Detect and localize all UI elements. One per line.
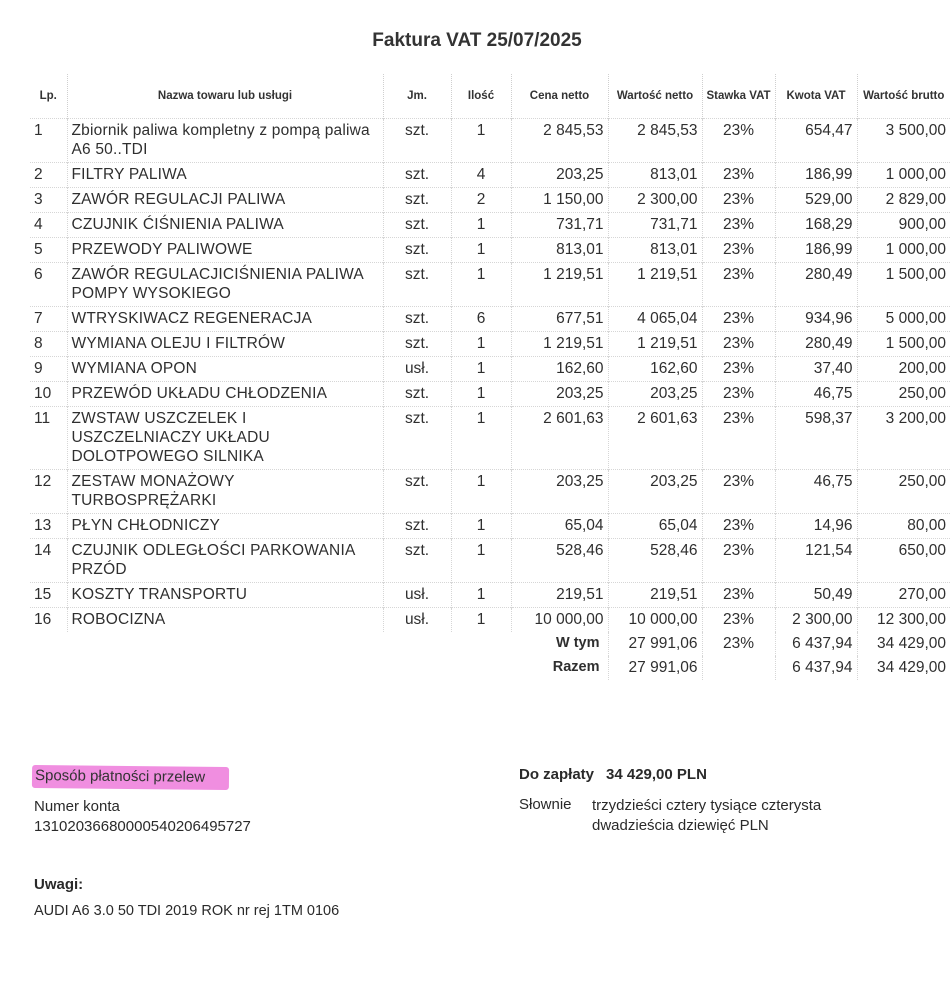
amount-in-words-value: trzydzieści cztery tysiące czterysta dwadzieścia dziewięć PLN bbox=[592, 797, 822, 834]
cell-net-value: 2 601,63 bbox=[608, 407, 702, 470]
cell-quantity: 1 bbox=[451, 583, 511, 608]
cell-vat-rate: 23% bbox=[702, 307, 775, 332]
cell-gross-value: 200,00 bbox=[857, 357, 950, 382]
cell-item-name: WYMIANA OPON bbox=[67, 357, 383, 382]
cell-lp: 10 bbox=[30, 382, 67, 407]
cell-net-value: 162,60 bbox=[608, 357, 702, 382]
notes-text: AUDI A6 3.0 50 TDI 2019 ROK nr rej 1TM 0106 bbox=[34, 903, 340, 919]
cell-unit: szt. bbox=[383, 119, 451, 163]
cell-net-value: 203,25 bbox=[608, 470, 702, 514]
table-row bbox=[30, 583, 950, 608]
amount-in-words-label: Słownie bbox=[519, 796, 572, 813]
cell-item-name: WTRYSKIWACZ REGENERACJA bbox=[67, 307, 383, 332]
cell-vat-amount: 46,75 bbox=[775, 382, 857, 407]
cell-unit-net-price: 1 219,51 bbox=[511, 332, 608, 357]
cell-unit-net-price: 2 845,53 bbox=[511, 119, 608, 163]
header-unit-net: Cena netto bbox=[511, 74, 608, 119]
cell-net-value: 2 845,53 bbox=[608, 119, 702, 163]
cell-net-value: 528,46 bbox=[608, 539, 702, 583]
cell-unit: szt. bbox=[383, 238, 451, 263]
table-row bbox=[30, 608, 950, 633]
table-row bbox=[30, 539, 950, 583]
cell-item-name: ZAWÓR REGULACJICIŚNIENIA PALIWA POMPY WYSOKIEGO bbox=[67, 263, 383, 307]
header-qty: Ilość bbox=[451, 74, 511, 119]
amount-due bbox=[519, 766, 707, 783]
cell-lp: 5 bbox=[30, 238, 67, 263]
cell-vat-amount: 2 300,00 bbox=[775, 608, 857, 633]
cell-unit: szt. bbox=[383, 382, 451, 407]
cell-item-name: CZUJNIK ĆIŚNIENIA PALIWA bbox=[67, 213, 383, 238]
cell-item-name: ZWSTAW USZCZELEK I USZCZELNIACZY UKŁADU DOLOTPOWEGO SILNIKA bbox=[67, 407, 383, 470]
subtotal-row-w-tym bbox=[30, 632, 950, 656]
cell-unit: szt. bbox=[383, 263, 451, 307]
cell-quantity: 1 bbox=[451, 238, 511, 263]
cell-net-value: 813,01 bbox=[608, 163, 702, 188]
header-net-value: Wartość netto bbox=[608, 74, 702, 119]
cell-unit-net-price: 813,01 bbox=[511, 238, 608, 263]
cell-net-value: 219,51 bbox=[608, 583, 702, 608]
razem-label: Razem bbox=[30, 656, 608, 680]
cell-unit-net-price: 1 219,51 bbox=[511, 263, 608, 307]
table-row bbox=[30, 163, 950, 188]
table-row bbox=[30, 357, 950, 382]
cell-gross-value: 250,00 bbox=[857, 470, 950, 514]
cell-quantity: 6 bbox=[451, 307, 511, 332]
cell-gross-value: 2 829,00 bbox=[857, 188, 950, 213]
cell-net-value: 65,04 bbox=[608, 514, 702, 539]
header-lp: Lp. bbox=[30, 74, 67, 119]
w-tym-label: W tym bbox=[30, 632, 608, 656]
cell-unit-net-price: 2 601,63 bbox=[511, 407, 608, 470]
cell-net-value: 813,01 bbox=[608, 238, 702, 263]
table-row bbox=[30, 332, 950, 357]
cell-gross-value: 270,00 bbox=[857, 583, 950, 608]
cell-vat-rate: 23% bbox=[702, 213, 775, 238]
cell-net-value: 731,71 bbox=[608, 213, 702, 238]
cell-unit: szt. bbox=[383, 332, 451, 357]
total-row-razem bbox=[30, 656, 950, 680]
table-row bbox=[30, 382, 950, 407]
cell-vat-rate: 23% bbox=[702, 238, 775, 263]
cell-net-value: 1 219,51 bbox=[608, 332, 702, 357]
invoice-title: Faktura VAT 25/07/2025 bbox=[372, 30, 582, 51]
cell-unit-net-price: 162,60 bbox=[511, 357, 608, 382]
cell-vat-rate: 23% bbox=[702, 608, 775, 633]
amount-due-label: Do zapłaty bbox=[519, 766, 595, 783]
cell-quantity: 1 bbox=[451, 407, 511, 470]
cell-lp: 15 bbox=[30, 583, 67, 608]
cell-lp: 11 bbox=[30, 407, 67, 470]
cell-item-name: Zbiornik paliwa kompletny z pompą paliwa A6 50..TDI bbox=[67, 119, 383, 163]
w-tym-rate: 23% bbox=[702, 632, 775, 656]
cell-unit-net-price: 1 150,00 bbox=[511, 188, 608, 213]
cell-vat-rate: 23% bbox=[702, 332, 775, 357]
cell-unit: szt. bbox=[383, 307, 451, 332]
cell-vat-rate: 23% bbox=[702, 583, 775, 608]
table-row bbox=[30, 407, 950, 470]
cell-unit: usł. bbox=[383, 357, 451, 382]
cell-gross-value: 12 300,00 bbox=[857, 608, 950, 633]
cell-vat-rate: 23% bbox=[702, 539, 775, 583]
cell-vat-amount: 50,49 bbox=[775, 583, 857, 608]
cell-unit: szt. bbox=[383, 514, 451, 539]
cell-vat-amount: 654,47 bbox=[775, 119, 857, 163]
table-header-row bbox=[30, 74, 950, 119]
cell-vat-rate: 23% bbox=[702, 470, 775, 514]
cell-unit-net-price: 10 000,00 bbox=[511, 608, 608, 633]
cell-unit: szt. bbox=[383, 213, 451, 238]
cell-item-name: ROBOCIZNA bbox=[67, 608, 383, 633]
cell-quantity: 1 bbox=[451, 514, 511, 539]
cell-quantity: 2 bbox=[451, 188, 511, 213]
cell-quantity: 1 bbox=[451, 357, 511, 382]
cell-vat-rate: 23% bbox=[702, 188, 775, 213]
cell-vat-amount: 37,40 bbox=[775, 357, 857, 382]
cell-gross-value: 5 000,00 bbox=[857, 307, 950, 332]
header-vat-amount: Kwota VAT bbox=[775, 74, 857, 119]
cell-unit-net-price: 677,51 bbox=[511, 307, 608, 332]
cell-vat-amount: 121,54 bbox=[775, 539, 857, 583]
cell-vat-amount: 934,96 bbox=[775, 307, 857, 332]
header-unit: Jm. bbox=[383, 74, 451, 119]
w-tym-net: 27 991,06 bbox=[608, 632, 702, 656]
cell-unit: szt. bbox=[383, 407, 451, 470]
cell-lp: 14 bbox=[30, 539, 67, 583]
cell-gross-value: 650,00 bbox=[857, 539, 950, 583]
cell-gross-value: 900,00 bbox=[857, 213, 950, 238]
cell-vat-amount: 168,29 bbox=[775, 213, 857, 238]
cell-unit: szt. bbox=[383, 470, 451, 514]
cell-vat-amount: 14,96 bbox=[775, 514, 857, 539]
razem-rate bbox=[702, 656, 775, 680]
header-vat-rate: Stawka VAT bbox=[702, 74, 775, 119]
cell-quantity: 1 bbox=[451, 539, 511, 583]
w-tym-gross: 34 429,00 bbox=[877, 635, 946, 652]
razem-vat: 6 437,94 bbox=[775, 656, 857, 680]
cell-item-name: PRZEWODY PALIWOWE bbox=[67, 238, 383, 263]
cell-item-name: PRZEWÓD UKŁADU CHŁODZENIA bbox=[67, 382, 383, 407]
cell-unit-net-price: 219,51 bbox=[511, 583, 608, 608]
table-row bbox=[30, 213, 950, 238]
table-row bbox=[30, 188, 950, 213]
cell-lp: 8 bbox=[30, 332, 67, 357]
cell-vat-amount: 46,75 bbox=[775, 470, 857, 514]
cell-quantity: 1 bbox=[451, 470, 511, 514]
cell-quantity: 1 bbox=[451, 608, 511, 633]
cell-vat-rate: 23% bbox=[702, 357, 775, 382]
cell-item-name: KOSZTY TRANSPORTU bbox=[67, 583, 383, 608]
cell-gross-value: 3 200,00 bbox=[857, 407, 950, 470]
cell-unit-net-price: 203,25 bbox=[511, 382, 608, 407]
cell-lp: 3 bbox=[30, 188, 67, 213]
cell-vat-amount: 529,00 bbox=[775, 188, 857, 213]
cell-vat-amount: 186,99 bbox=[775, 163, 857, 188]
cell-vat-rate: 23% bbox=[702, 407, 775, 470]
cell-net-value: 2 300,00 bbox=[608, 188, 702, 213]
cell-gross-value: 1 000,00 bbox=[857, 163, 950, 188]
cell-gross-value: 1 000,00 bbox=[857, 238, 950, 263]
cell-vat-amount: 280,49 bbox=[775, 263, 857, 307]
cell-lp: 4 bbox=[30, 213, 67, 238]
header-gross: Wartość brutto bbox=[863, 89, 945, 102]
table-row bbox=[30, 238, 950, 263]
cell-lp: 1 bbox=[30, 119, 67, 163]
cell-gross-value: 3 500,00 bbox=[857, 119, 950, 163]
cell-item-name: CZUJNIK ODLEGŁOŚCI PARKOWANIA PRZÓD bbox=[67, 539, 383, 583]
invoice-items-table bbox=[30, 74, 950, 680]
cell-unit: szt. bbox=[383, 539, 451, 583]
cell-vat-rate: 23% bbox=[702, 382, 775, 407]
payment-method-highlighted: Sposób płatności przelew bbox=[32, 765, 229, 790]
table-row bbox=[30, 119, 950, 163]
cell-lp: 6 bbox=[30, 263, 67, 307]
cell-item-name: ZAWÓR REGULACJI PALIWA bbox=[67, 188, 383, 213]
cell-quantity: 4 bbox=[451, 163, 511, 188]
cell-lp: 9 bbox=[30, 357, 67, 382]
cell-item-name: ZESTAW MONAŻOWY TURBOSPRĘŻARKI bbox=[67, 470, 383, 514]
cell-vat-rate: 23% bbox=[702, 263, 775, 307]
cell-item-name: PŁYN CHŁODNICZY bbox=[67, 514, 383, 539]
cell-net-value: 1 219,51 bbox=[608, 263, 702, 307]
cell-vat-rate: 23% bbox=[702, 514, 775, 539]
cell-net-value: 10 000,00 bbox=[608, 608, 702, 633]
cell-unit-net-price: 528,46 bbox=[511, 539, 608, 583]
cell-quantity: 1 bbox=[451, 263, 511, 307]
cell-gross-value: 80,00 bbox=[857, 514, 950, 539]
amount-due-value: 34 429,00 PLN bbox=[606, 766, 707, 783]
cell-unit: szt. bbox=[383, 188, 451, 213]
cell-lp: 12 bbox=[30, 470, 67, 514]
cell-item-name: WYMIANA OLEJU I FILTRÓW bbox=[67, 332, 383, 357]
cell-quantity: 1 bbox=[451, 213, 511, 238]
w-tym-vat: 6 437,94 bbox=[775, 632, 857, 656]
cell-lp: 7 bbox=[30, 307, 67, 332]
cell-vat-rate: 23% bbox=[702, 163, 775, 188]
header-name: Nazwa towaru lub usługi bbox=[67, 74, 383, 119]
cell-unit-net-price: 203,25 bbox=[511, 163, 608, 188]
cell-lp: 16 bbox=[30, 608, 67, 633]
cell-quantity: 1 bbox=[451, 332, 511, 357]
cell-unit-net-price: 203,25 bbox=[511, 470, 608, 514]
cell-unit: usł. bbox=[383, 608, 451, 633]
cell-unit-net-price: 65,04 bbox=[511, 514, 608, 539]
cell-item-name: FILTRY PALIWA bbox=[67, 163, 383, 188]
table-row bbox=[30, 263, 950, 307]
cell-gross-value: 250,00 bbox=[857, 382, 950, 407]
razem-net: 27 991,06 bbox=[608, 656, 702, 680]
notes-label: Uwagi: bbox=[34, 876, 84, 893]
cell-net-value: 4 065,04 bbox=[608, 307, 702, 332]
account-number-value: 13102036680000540206495727 bbox=[34, 818, 251, 835]
cell-quantity: 1 bbox=[451, 119, 511, 163]
cell-net-value: 203,25 bbox=[608, 382, 702, 407]
cell-gross-value: 1 500,00 bbox=[857, 263, 950, 307]
cell-quantity: 1 bbox=[451, 382, 511, 407]
cell-gross-value: 1 500,00 bbox=[857, 332, 950, 357]
table-row bbox=[30, 514, 950, 539]
cell-lp: 2 bbox=[30, 163, 67, 188]
table-row bbox=[30, 470, 950, 514]
account-number-label: Numer konta bbox=[34, 798, 120, 815]
cell-unit-net-price: 731,71 bbox=[511, 213, 608, 238]
cell-unit: usł. bbox=[383, 583, 451, 608]
cell-lp: 13 bbox=[30, 514, 67, 539]
razem-gross: 34 429,00 bbox=[877, 659, 946, 676]
cell-vat-amount: 280,49 bbox=[775, 332, 857, 357]
table-row bbox=[30, 307, 950, 332]
cell-vat-rate: 23% bbox=[702, 119, 775, 163]
cell-unit: szt. bbox=[383, 163, 451, 188]
cell-vat-amount: 598,37 bbox=[775, 407, 857, 470]
cell-vat-amount: 186,99 bbox=[775, 238, 857, 263]
